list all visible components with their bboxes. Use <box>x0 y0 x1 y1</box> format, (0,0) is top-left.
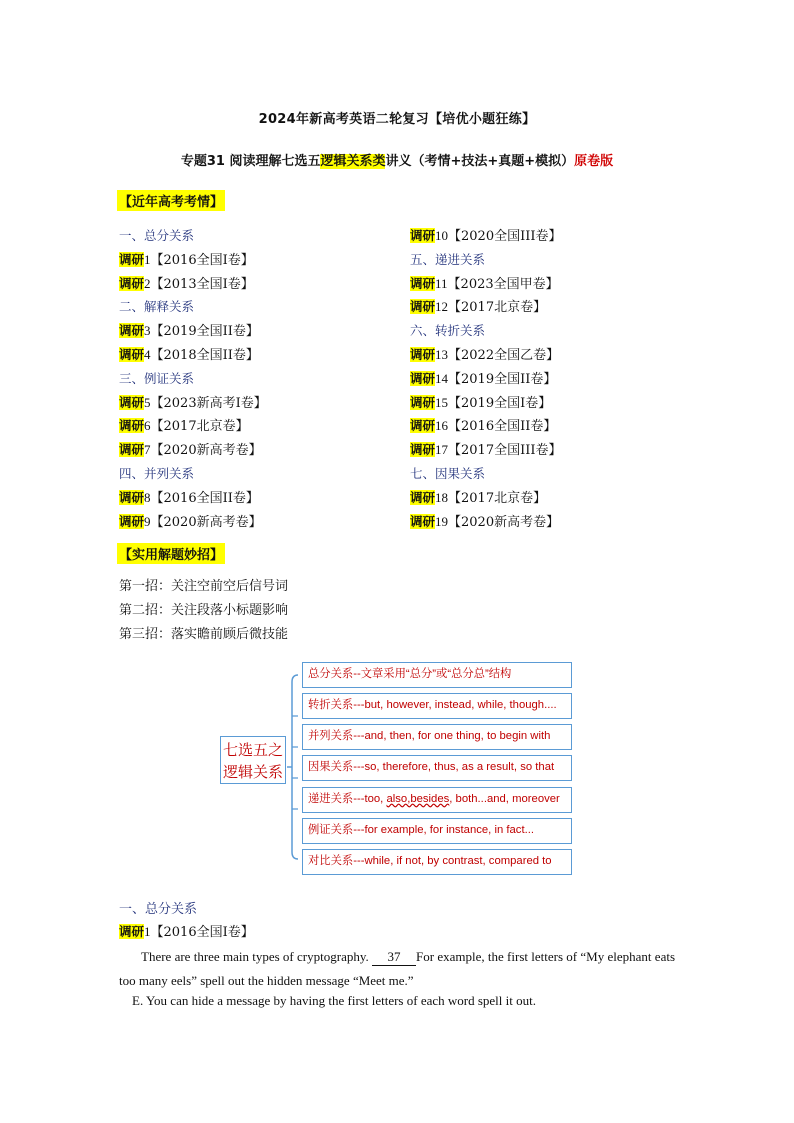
subtitle-part2: 讲义（考情+技法+真题+模拟） <box>385 154 575 169</box>
exam-number: 3 <box>144 323 151 339</box>
example-src: 【2016全国I卷】 <box>150 925 254 940</box>
section-heading-tips: 【实用解题妙招】 <box>117 543 225 564</box>
logic-relation-diagram <box>220 660 580 880</box>
exam-source: 【2016全国II卷】 <box>448 419 557 435</box>
exam-tag: 调研 <box>119 513 145 529</box>
document-title: 2024年新高考英语二轮复习【培优小题狂练】 <box>258 112 536 127</box>
exam-tag: 调研 <box>410 513 436 529</box>
exam-number: 10 <box>435 228 449 243</box>
category-label: 七、因果关系 <box>410 465 486 481</box>
section-heading-exam-trends: 【近年高考考情】 <box>117 190 225 211</box>
para-before: There are three main types of cryptography. <box>141 949 369 964</box>
exam-source: 【2020新高考卷】 <box>150 443 262 459</box>
diagram-center-line2: 逻辑关系 <box>222 763 283 781</box>
exam-item <box>410 391 562 415</box>
tip-item: 第三招：落实瞻前顾后微技能 <box>119 627 289 642</box>
exam-tag: 调研 <box>410 442 436 458</box>
answer-blank: 37 <box>372 949 416 966</box>
example-tag: 调研 <box>119 924 145 939</box>
exam-source: 【2017北京卷】 <box>448 300 547 316</box>
exam-tag: 调研 <box>410 394 436 410</box>
exam-source: 【2017北京卷】 <box>150 419 249 435</box>
exam-number: 1 <box>144 251 151 267</box>
example-source <box>119 921 254 940</box>
category-heading <box>119 224 267 248</box>
exam-tag: 调研 <box>410 275 436 291</box>
category-label: 二、解释关系 <box>119 299 195 315</box>
exam-source: 【2023全国甲卷】 <box>447 276 559 292</box>
example-num: 1 <box>144 924 151 939</box>
subtitle-highlight: 逻辑关系类 <box>320 154 386 169</box>
exam-number: 17 <box>435 442 449 458</box>
exam-tag: 调研 <box>119 323 145 339</box>
category-heading <box>410 462 562 486</box>
exam-item <box>410 295 562 319</box>
option-e: E. You can hide a message by having the first letters of each word spell it out. <box>132 993 536 1008</box>
exam-tag: 调研 <box>119 442 145 458</box>
exam-source: 【2016全国I卷】 <box>150 252 254 268</box>
diagram-brace-connector <box>286 674 300 860</box>
exam-tag: 调研 <box>119 418 145 434</box>
exam-tag: 调研 <box>119 251 145 267</box>
exam-item <box>410 224 562 248</box>
subtitle-part1: 专题31 阅读理解七选五 <box>180 154 321 169</box>
diagram-center-box <box>220 736 286 784</box>
exam-item <box>119 272 267 296</box>
exam-number: 13 <box>435 346 449 362</box>
exam-item <box>410 272 562 296</box>
exam-source: 【2018全国II卷】 <box>150 347 259 363</box>
document-subtitle <box>0 150 794 169</box>
exam-tag: 调研 <box>119 394 145 410</box>
tip-item: 第二招：关注段落小标题影响 <box>119 603 289 618</box>
exam-number: 4 <box>144 346 151 362</box>
category-label: 一、总分关系 <box>119 228 195 243</box>
subtitle-version: 原卷版 <box>574 154 614 169</box>
exam-tag: 调研 <box>410 489 436 505</box>
category-label: 四、并列关系 <box>119 465 195 481</box>
exam-number: 18 <box>435 489 449 505</box>
diagram-center-line1: 七选五之 <box>222 741 283 759</box>
relation-box-parallel: 并列关系---and, then, for one thing, to begin with <box>302 724 572 750</box>
exam-source: 【2019全国II卷】 <box>448 371 557 387</box>
category-label: 三、例证关系 <box>119 370 195 386</box>
exam-source: 【2022全国乙卷】 <box>448 347 560 363</box>
exam-source: 【2016全国II卷】 <box>150 490 259 506</box>
left-column-list <box>119 224 267 533</box>
exam-item <box>119 248 267 272</box>
exam-source: 【2020全国III卷】 <box>448 229 562 244</box>
exam-item <box>410 414 562 438</box>
exam-item <box>119 486 267 510</box>
exam-item <box>119 391 267 415</box>
example-paragraph <box>119 945 675 993</box>
exam-number: 2 <box>144 275 151 291</box>
category-heading <box>119 295 267 319</box>
exam-number: 15 <box>435 394 449 410</box>
exam-number: 9 <box>144 513 151 529</box>
para-after: For example, the first letters of “My elephant eats too many eels” spell out the hidden message “Meet me.” <box>119 949 676 988</box>
exam-tag: 调研 <box>410 228 436 243</box>
tips-list <box>119 575 288 647</box>
exam-source: 【2019全国I卷】 <box>448 395 552 411</box>
exam-item <box>119 319 267 343</box>
exam-tag: 调研 <box>119 275 145 291</box>
exam-number: 12 <box>435 299 449 315</box>
exam-tag: 调研 <box>119 346 145 362</box>
exam-item <box>119 414 267 438</box>
exam-number: 7 <box>144 442 151 458</box>
relation-box-cause-effect: 因果关系---so, therefore, thus, as a result, so that <box>302 755 572 781</box>
category-heading <box>410 248 562 272</box>
exam-source: 【2019全国II卷】 <box>150 324 259 340</box>
category-heading <box>410 319 562 343</box>
exam-source: 【2017全国III卷】 <box>448 443 562 459</box>
exam-item <box>119 510 267 534</box>
exam-item <box>410 510 562 534</box>
category-heading <box>119 367 267 391</box>
right-column-list <box>410 224 562 533</box>
exam-source: 【2020新高考卷】 <box>448 514 560 530</box>
exam-tag: 调研 <box>410 299 436 315</box>
example-category: 一、总分关系 <box>119 902 198 917</box>
exam-number: 11 <box>435 275 448 291</box>
relation-box-comparison: 对比关系---while, if not, by contrast, compared to <box>302 849 572 875</box>
relation-box-general-specific: 总分关系--文章采用“总分”或“总分总”结构 <box>302 662 572 688</box>
exam-number: 19 <box>435 513 449 529</box>
exam-item <box>119 343 267 367</box>
relation-box-contrast-turn: 转折关系---but, however, instead, while, though.... <box>302 693 572 719</box>
exam-number: 14 <box>435 370 449 386</box>
exam-source: 【2013全国I卷】 <box>150 276 254 292</box>
exam-number: 16 <box>435 418 449 434</box>
category-heading <box>119 462 267 486</box>
category-label: 五、递进关系 <box>410 251 486 267</box>
exam-item <box>410 367 562 391</box>
exam-number: 6 <box>144 418 151 434</box>
relation-box-exemplification: 例证关系---for example, for instance, in fact... <box>302 818 572 844</box>
exam-number: 5 <box>144 394 151 410</box>
exam-number: 8 <box>144 489 151 505</box>
exam-item <box>119 438 267 462</box>
exam-tag: 调研 <box>410 346 436 362</box>
exam-tag: 调研 <box>119 489 145 505</box>
exam-item <box>410 486 562 510</box>
exam-source: 【2023新高考I卷】 <box>150 395 267 411</box>
category-label: 六、转折关系 <box>410 323 486 339</box>
exam-source: 【2020新高考卷】 <box>150 514 262 530</box>
exam-item <box>410 343 562 367</box>
exam-source: 【2017北京卷】 <box>448 490 547 506</box>
exam-tag: 调研 <box>410 418 436 434</box>
tip-item: 第一招：关注空前空后信号词 <box>119 579 289 594</box>
relation-box-progression: 递进关系---too, also,besides, both...and, moreover <box>302 787 572 813</box>
exam-item <box>410 438 562 462</box>
exam-tag: 调研 <box>410 370 436 386</box>
